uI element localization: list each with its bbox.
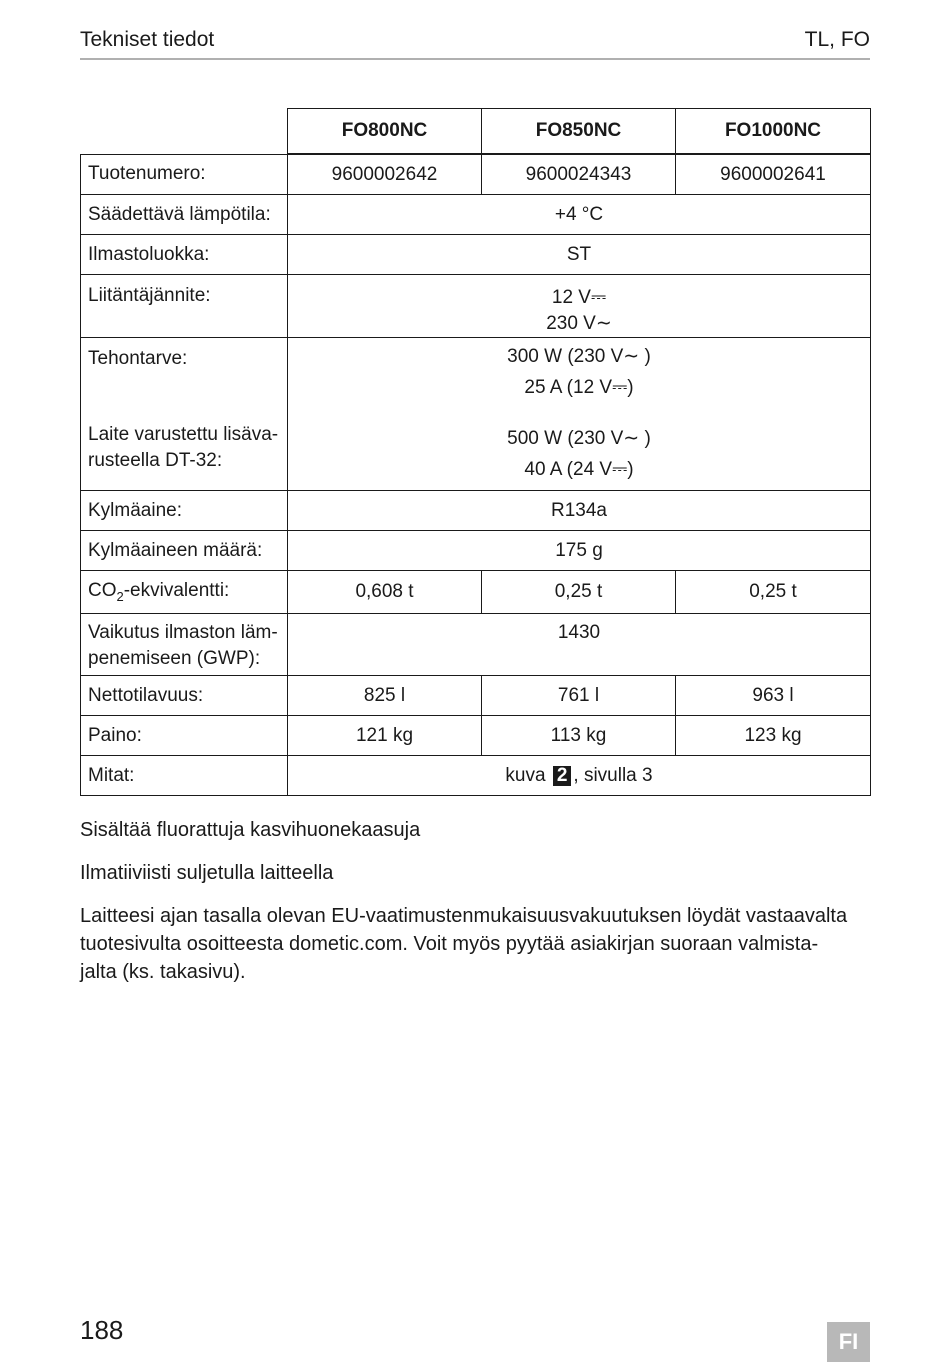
power-label: Tehontarve: (88, 348, 188, 369)
cell-value: 0,25 t (676, 571, 871, 614)
cell-value: 761 l (482, 676, 676, 716)
cell-value: 0,608 t (288, 571, 482, 614)
page-header (80, 28, 870, 52)
power-dc: 25 A (12 V⎓) (524, 377, 634, 398)
gwp-label-line2: penemiseen (GWP): (88, 648, 261, 669)
table-row-power (81, 338, 871, 491)
dt32-label-line2: rusteella DT-32: (88, 450, 223, 471)
eu-line-3: jalta (ks. takasivu). (80, 961, 246, 983)
cell-value: ST (288, 235, 871, 275)
table-row-gwp (81, 614, 871, 676)
cell-value: 9600024343 (482, 154, 676, 195)
figure-number-badge: 2 (553, 766, 572, 786)
row-label (81, 614, 288, 676)
row-label: Nettotilavuus: (81, 676, 288, 716)
column-header-fo800nc: FO800NC (288, 109, 482, 155)
header-empty-cell (81, 109, 288, 155)
language-badge: FI (827, 1322, 870, 1362)
note-eu-declaration (80, 902, 880, 986)
co2-suffix: -ekvivalentti: (123, 580, 230, 602)
power-ac: 300 W (230 V∼ ) (507, 346, 651, 367)
dt32-label-line1: Laite varustettu lisäva- (88, 424, 279, 445)
cell-value: +4 °C (288, 195, 871, 235)
cell-value: 0,25 t (482, 571, 676, 614)
column-header-fo850nc: FO850NC (482, 109, 676, 155)
dt32-power-ac: 500 W (230 V∼ ) (507, 428, 651, 449)
eu-line-2: tuotesivulta osoitteesta dometic.com. Voit myös pyytää asiakirjan suoraan valmista- (80, 933, 819, 955)
figure-prefix: kuva (505, 764, 546, 786)
cell-value: 9600002641 (676, 154, 871, 195)
voltage-dc: 12 V⎓ (551, 287, 607, 308)
row-label: Tuotenumero: (81, 154, 288, 195)
row-label: Paino: (81, 716, 288, 756)
cell-value: 1430 (288, 614, 871, 676)
cell-value: 123 kg (676, 716, 871, 756)
row-label: Ilmastoluokka: (81, 235, 288, 275)
cell-value: 113 kg (482, 716, 676, 756)
table-row-temperature (81, 195, 871, 235)
note-hermetically-sealed: Ilmatiiviisti suljetulla laitteella (80, 862, 334, 884)
table-row-co2 (81, 571, 871, 614)
column-header-fo1000nc: FO1000NC (676, 109, 871, 155)
cell-value (288, 338, 871, 491)
table-row-voltage (81, 275, 871, 338)
dt32-label (88, 422, 281, 474)
row-label: Mitat: (81, 756, 288, 796)
co2-subscript: 2 (116, 588, 124, 604)
table-row-dimensions (81, 756, 871, 796)
table-header-row (81, 109, 871, 155)
cell-value: 121 kg (288, 716, 482, 756)
cell-value: R134a (288, 491, 871, 531)
header-divider (80, 58, 870, 60)
table-row-volume (81, 676, 871, 716)
eu-line-1: Laitteesi ajan tasalla olevan EU-vaatimustenmukaisuusvakuutuksen löydät vastaavalta (80, 905, 848, 927)
table-row-refrigerant-amount (81, 531, 871, 571)
gwp-label-line1: Vaikutus ilmaston läm- (88, 622, 278, 643)
dt32-power-dc: 40 A (24 V⎓) (524, 459, 634, 480)
figure-suffix: , sivulla 3 (573, 764, 653, 786)
cell-value (288, 756, 871, 796)
table-row-weight (81, 716, 871, 756)
voltage-ac: 230 V∼ (546, 313, 612, 334)
cell-value: 963 l (676, 676, 871, 716)
cell-value (288, 275, 871, 338)
row-label: Kylmäaine: (81, 491, 288, 531)
row-label: Liitäntäjännite: (81, 275, 288, 338)
table-row-refrigerant (81, 491, 871, 531)
cell-value: 825 l (288, 676, 482, 716)
table-row-product-number (81, 154, 871, 195)
table-row-climate-class (81, 235, 871, 275)
row-label (81, 571, 288, 614)
note-fluorinated-gases: Sisältää fluorattuja kasvihuonekaasuja (80, 819, 421, 841)
cell-value: 9600002642 (288, 154, 482, 195)
section-title: Tekniset tiedot (80, 28, 215, 51)
model-range: TL, FO (804, 28, 870, 51)
co2-prefix: CO (88, 580, 117, 602)
technical-data-table (80, 108, 871, 796)
row-label: Kylmäaineen määrä: (81, 531, 288, 571)
page-number: 188 (80, 1315, 124, 1345)
cell-value: 175 g (288, 531, 871, 571)
row-label: Säädettävä lämpötila: (81, 195, 288, 235)
row-label (81, 338, 288, 491)
